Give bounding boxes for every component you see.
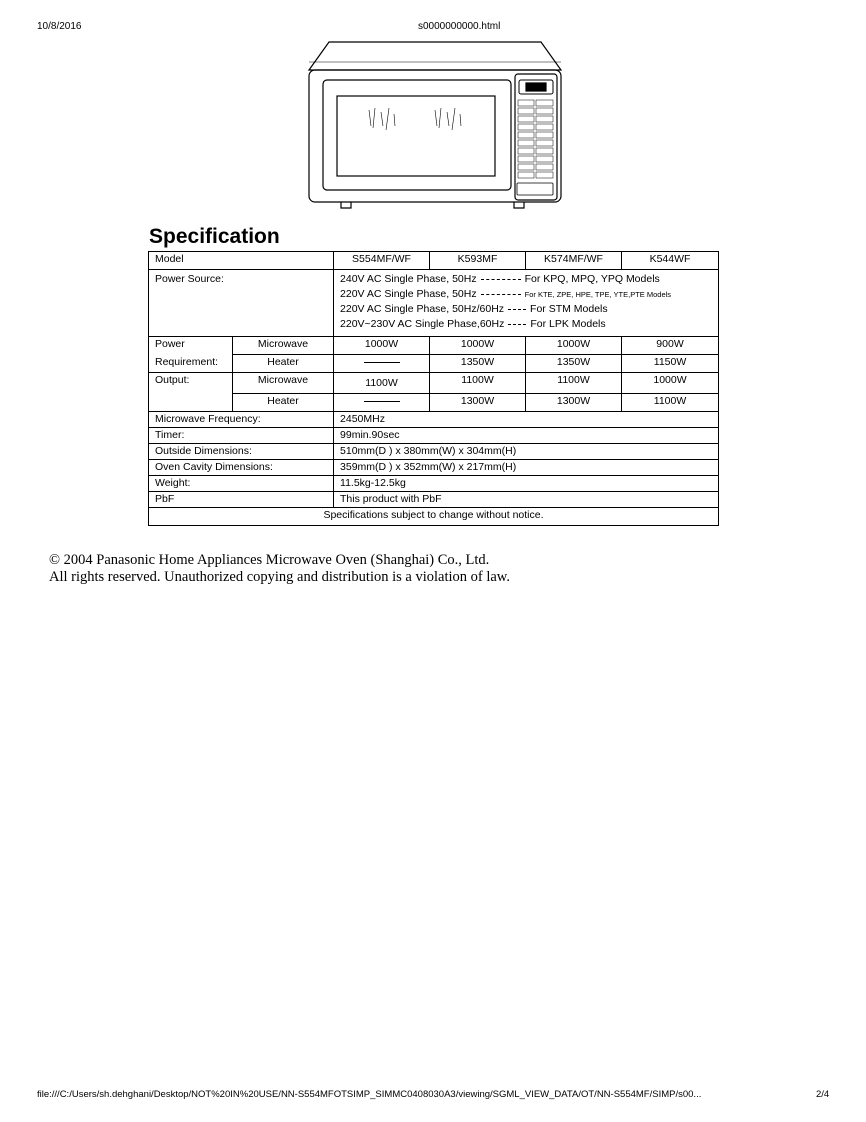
spec-value: 11.5kg-12.5kg	[334, 476, 719, 492]
microwave-label: Microwave	[233, 373, 334, 394]
power-value: 1150W	[622, 355, 719, 373]
output-value: 1100W	[334, 373, 430, 394]
power-value: 1000W	[430, 337, 526, 355]
output-label: Output:	[149, 373, 233, 412]
power-source-line: 240V AC Single Phase, 50Hz For KPQ, MPQ, YPQ Models	[340, 273, 660, 285]
power-source-line: 220V~230V AC Single Phase,60Hz For LPK Models	[340, 318, 606, 330]
model-row	[149, 252, 719, 270]
power-value: 900W	[622, 337, 719, 355]
power-value: 1000W	[526, 337, 622, 355]
power-source-label: Power Source:	[149, 270, 334, 337]
output-value: 1100W	[430, 373, 526, 394]
output-heater-row	[149, 394, 719, 412]
output-value: 1000W	[622, 373, 719, 394]
model-name: K593MF	[430, 252, 526, 270]
spec-label: Timer:	[149, 428, 334, 444]
print-file-path: file:///C:/Users/sh.dehghani/Desktop/NOT%20IN%20USE/NN-S554MFOTSIMP_SIMMC0408030A3/viewing/SGML_VIEW_DATA/OT/NN-S554MF/SIMP/s00...	[37, 1089, 702, 1100]
power-requirement-label: Requirement:	[149, 355, 233, 373]
spec-footnote: Specifications subject to change without notice.	[149, 508, 719, 526]
output-value: 1300W	[430, 394, 526, 412]
microwave-oven-illustration	[305, 38, 565, 214]
spec-value: 2450MHz	[334, 412, 719, 428]
power-source-line: 220V AC Single Phase, 50Hz For KTE, ZPE, HPE, TPE, YTE,PTE Models	[340, 288, 672, 300]
output-value: 1100W	[526, 373, 622, 394]
output-value-none	[334, 394, 430, 412]
model-name: K574MF/WF	[526, 252, 622, 270]
output-microwave-row	[149, 373, 719, 394]
output-value: 1300W	[526, 394, 622, 412]
print-page-number: 2/4	[816, 1089, 830, 1100]
spec-row	[149, 444, 719, 460]
output-value: 1100W	[622, 394, 719, 412]
spec-label: Microwave Frequency:	[149, 412, 334, 428]
power-value: 1350W	[430, 355, 526, 373]
model-name: K544WF	[622, 252, 719, 270]
footnote-row	[149, 508, 719, 526]
specification-heading: Specification	[149, 225, 280, 248]
copyright-line: © 2004 Panasonic Home Appliances Microwave Oven (Shanghai) Co., Ltd.	[49, 552, 490, 568]
microwave-label: Microwave	[233, 337, 334, 355]
power-source-line: 220V AC Single Phase, 50Hz/60Hz For STM Models	[340, 303, 608, 315]
power-value-none	[334, 355, 430, 373]
spec-label: Weight:	[149, 476, 334, 492]
spec-value: 359mm(D ) x 352mm(W) x 217mm(H)	[334, 460, 719, 476]
spec-value: This product with PbF	[334, 492, 719, 508]
specification-table	[148, 251, 719, 526]
spec-label: Outside Dimensions:	[149, 444, 334, 460]
spec-label: PbF	[149, 492, 334, 508]
power-value: 1000W	[334, 337, 430, 355]
spec-row	[149, 476, 719, 492]
model-label: Model	[149, 252, 334, 270]
model-name: S554MF/WF	[334, 252, 430, 270]
spec-value: 99min.90sec	[334, 428, 719, 444]
copyright-line: All rights reserved. Unauthorized copying and distribution is a violation of law.	[49, 569, 510, 585]
heater-label: Heater	[233, 355, 334, 373]
print-filename: s0000000000.html	[418, 21, 501, 32]
spec-value: 510mm(D ) x 380mm(W) x 304mm(H)	[334, 444, 719, 460]
spec-label: Oven Cavity Dimensions:	[149, 460, 334, 476]
spec-row	[149, 492, 719, 508]
power-heater-row	[149, 355, 719, 373]
spec-row	[149, 460, 719, 476]
spec-row	[149, 412, 719, 428]
power-source-row	[149, 270, 719, 337]
power-source-values	[334, 270, 719, 337]
spec-row	[149, 428, 719, 444]
power-requirement-label: Power	[149, 337, 233, 355]
copyright-notice	[49, 552, 510, 586]
power-value: 1350W	[526, 355, 622, 373]
heater-label: Heater	[233, 394, 334, 412]
power-microwave-row	[149, 337, 719, 355]
print-date: 10/8/2016	[37, 21, 82, 32]
